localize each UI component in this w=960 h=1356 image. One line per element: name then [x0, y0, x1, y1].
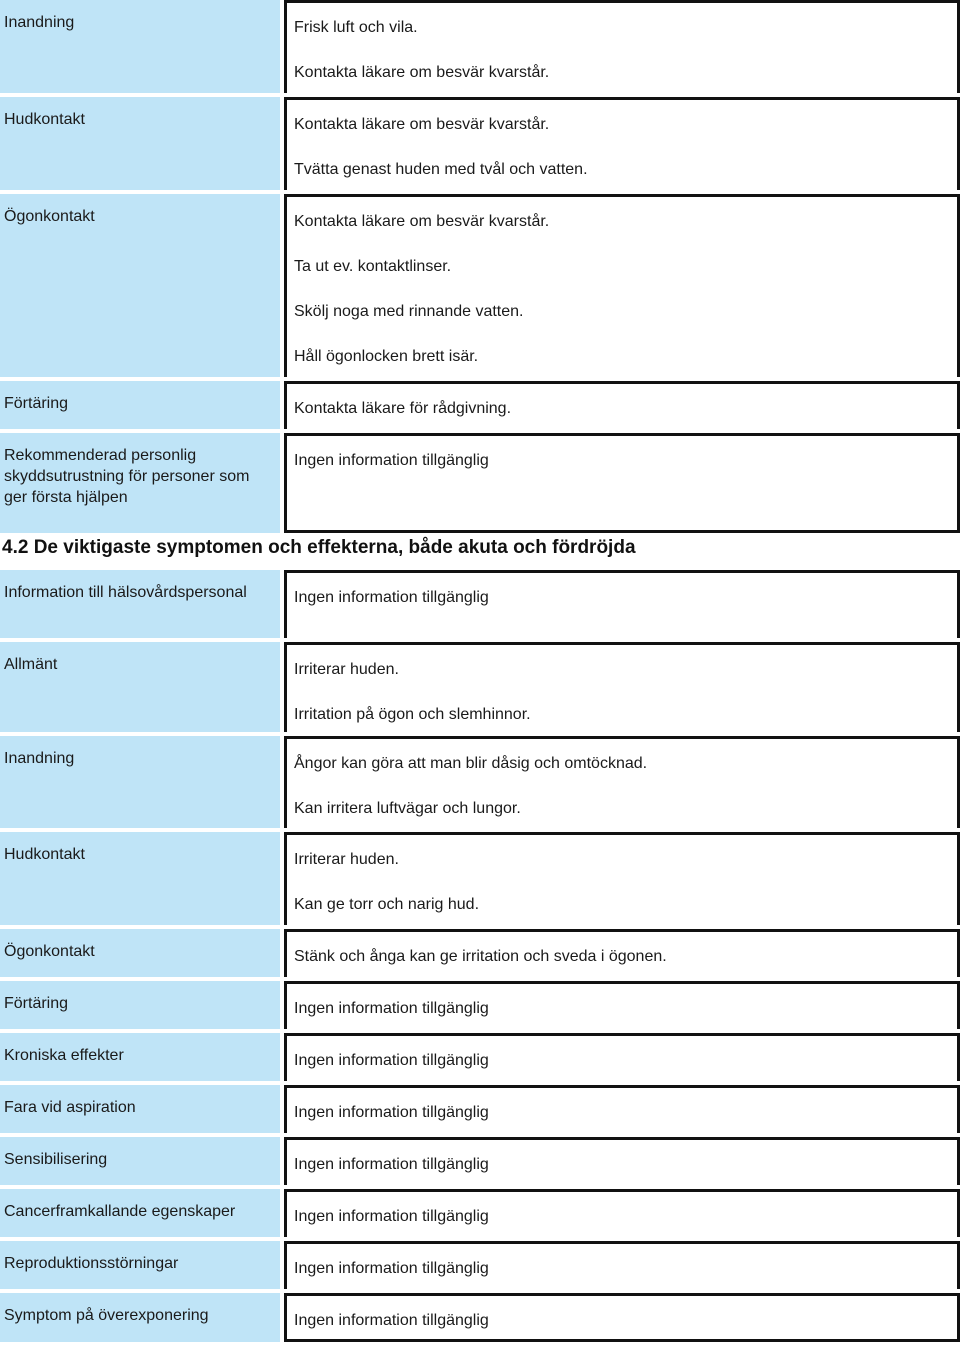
value-line: Irritation på ögon och slemhinnor. [294, 706, 531, 723]
value-line: Ta ut ev. kontaktlinser. [294, 258, 452, 275]
row-value [284, 97, 960, 190]
table-row [0, 1293, 960, 1342]
row-value [284, 736, 960, 828]
value-line: Kan irritera luftvägar och lungor. [294, 800, 521, 817]
value-line: Håll ögonlocken brett isär. [294, 348, 479, 365]
value-line: Kan ge torr och narig hud. [294, 896, 480, 913]
row-value [284, 1241, 960, 1289]
value-line: Stänk och ånga kan ge irritation och sveda i ögonen. [294, 948, 667, 965]
row-value [284, 381, 960, 429]
table-row [0, 97, 960, 190]
table-row [0, 981, 960, 1029]
row-value [284, 981, 960, 1029]
value-line: Kontakta läkare om besvär kvarstår. [294, 64, 550, 81]
value-line: Ingen information tillgänglig [294, 1104, 489, 1121]
row-label: Fara vid aspiration [0, 1085, 281, 1133]
value-line: Skölj noga med rinnande vatten. [294, 303, 524, 320]
value-line: Ingen information tillgänglig [294, 1156, 489, 1173]
value-line: Kontakta läkare om besvär kvarstår. [294, 213, 550, 230]
value-line: Ingen information tillgänglig [294, 1208, 489, 1225]
value-line: Ingen information tillgänglig [294, 452, 489, 469]
row-label: Kroniska effekter [0, 1033, 281, 1081]
table-row [0, 433, 960, 533]
row-label: Förtäring [0, 981, 281, 1029]
first-aid-table [0, 0, 960, 533]
table-row [0, 1189, 960, 1237]
row-value [284, 570, 960, 638]
row-value [284, 1085, 960, 1133]
value-line: Tvätta genast huden med tvål och vatten. [294, 161, 588, 178]
value-line: Frisk luft och vila. [294, 19, 418, 36]
row-label: Information till hälsovårdspersonal [0, 570, 281, 638]
value-line: Kontakta läkare om besvär kvarstår. [294, 116, 550, 133]
row-value [284, 1189, 960, 1237]
row-value [284, 929, 960, 977]
table-row [0, 1085, 960, 1133]
value-line: Ingen information tillgänglig [294, 1052, 489, 1069]
row-label: Cancerframkallande egenskaper [0, 1189, 281, 1237]
row-label: Förtäring [0, 381, 281, 429]
value-line: Kontakta läkare för rådgivning. [294, 400, 512, 417]
row-value [284, 1293, 960, 1342]
table-row [0, 570, 960, 638]
row-label: Hudkontakt [0, 97, 281, 190]
row-label: Inandning [0, 0, 281, 93]
value-line: Ångor kan göra att man blir dåsig och omtöcknad. [294, 755, 648, 772]
value-line: Irriterar huden. [294, 661, 399, 678]
row-value [284, 1137, 960, 1185]
row-label: Ögonkontakt [0, 194, 281, 377]
value-line: Ingen information tillgänglig [294, 1260, 489, 1277]
row-label: Hudkontakt [0, 832, 281, 925]
table-row [0, 1137, 960, 1185]
row-label: Ögonkontakt [0, 929, 281, 977]
table-row [0, 832, 960, 925]
row-value [284, 832, 960, 925]
table-row [0, 1241, 960, 1289]
value-line: Ingen information tillgänglig [294, 1312, 489, 1329]
table-row [0, 1033, 960, 1081]
table-row [0, 194, 960, 377]
section-heading: 4.2 De viktigaste symptomen och effekterna, både akuta och fördröjda [2, 537, 636, 558]
table-row [0, 0, 960, 93]
value-line: Ingen information tillgänglig [294, 589, 489, 606]
table-row [0, 736, 960, 828]
row-value [284, 433, 960, 533]
row-value [284, 0, 960, 93]
row-value [284, 642, 960, 732]
row-label: Symptom på överexponering [0, 1293, 281, 1342]
symptoms-table [0, 570, 960, 1342]
row-value [284, 1033, 960, 1081]
row-label: Reproduktionsstörningar [0, 1241, 281, 1289]
row-label: Inandning [0, 736, 281, 828]
value-line: Ingen information tillgänglig [294, 1000, 489, 1017]
table-row [0, 642, 960, 732]
row-value [284, 194, 960, 377]
row-label: Rekommenderad personlig skyddsutrustning för personer som ger första hjälpen [0, 433, 281, 533]
row-label: Sensibilisering [0, 1137, 281, 1185]
table-row [0, 381, 960, 429]
row-label: Allmänt [0, 642, 281, 732]
table-row [0, 929, 960, 977]
value-line: Irriterar huden. [294, 851, 399, 868]
